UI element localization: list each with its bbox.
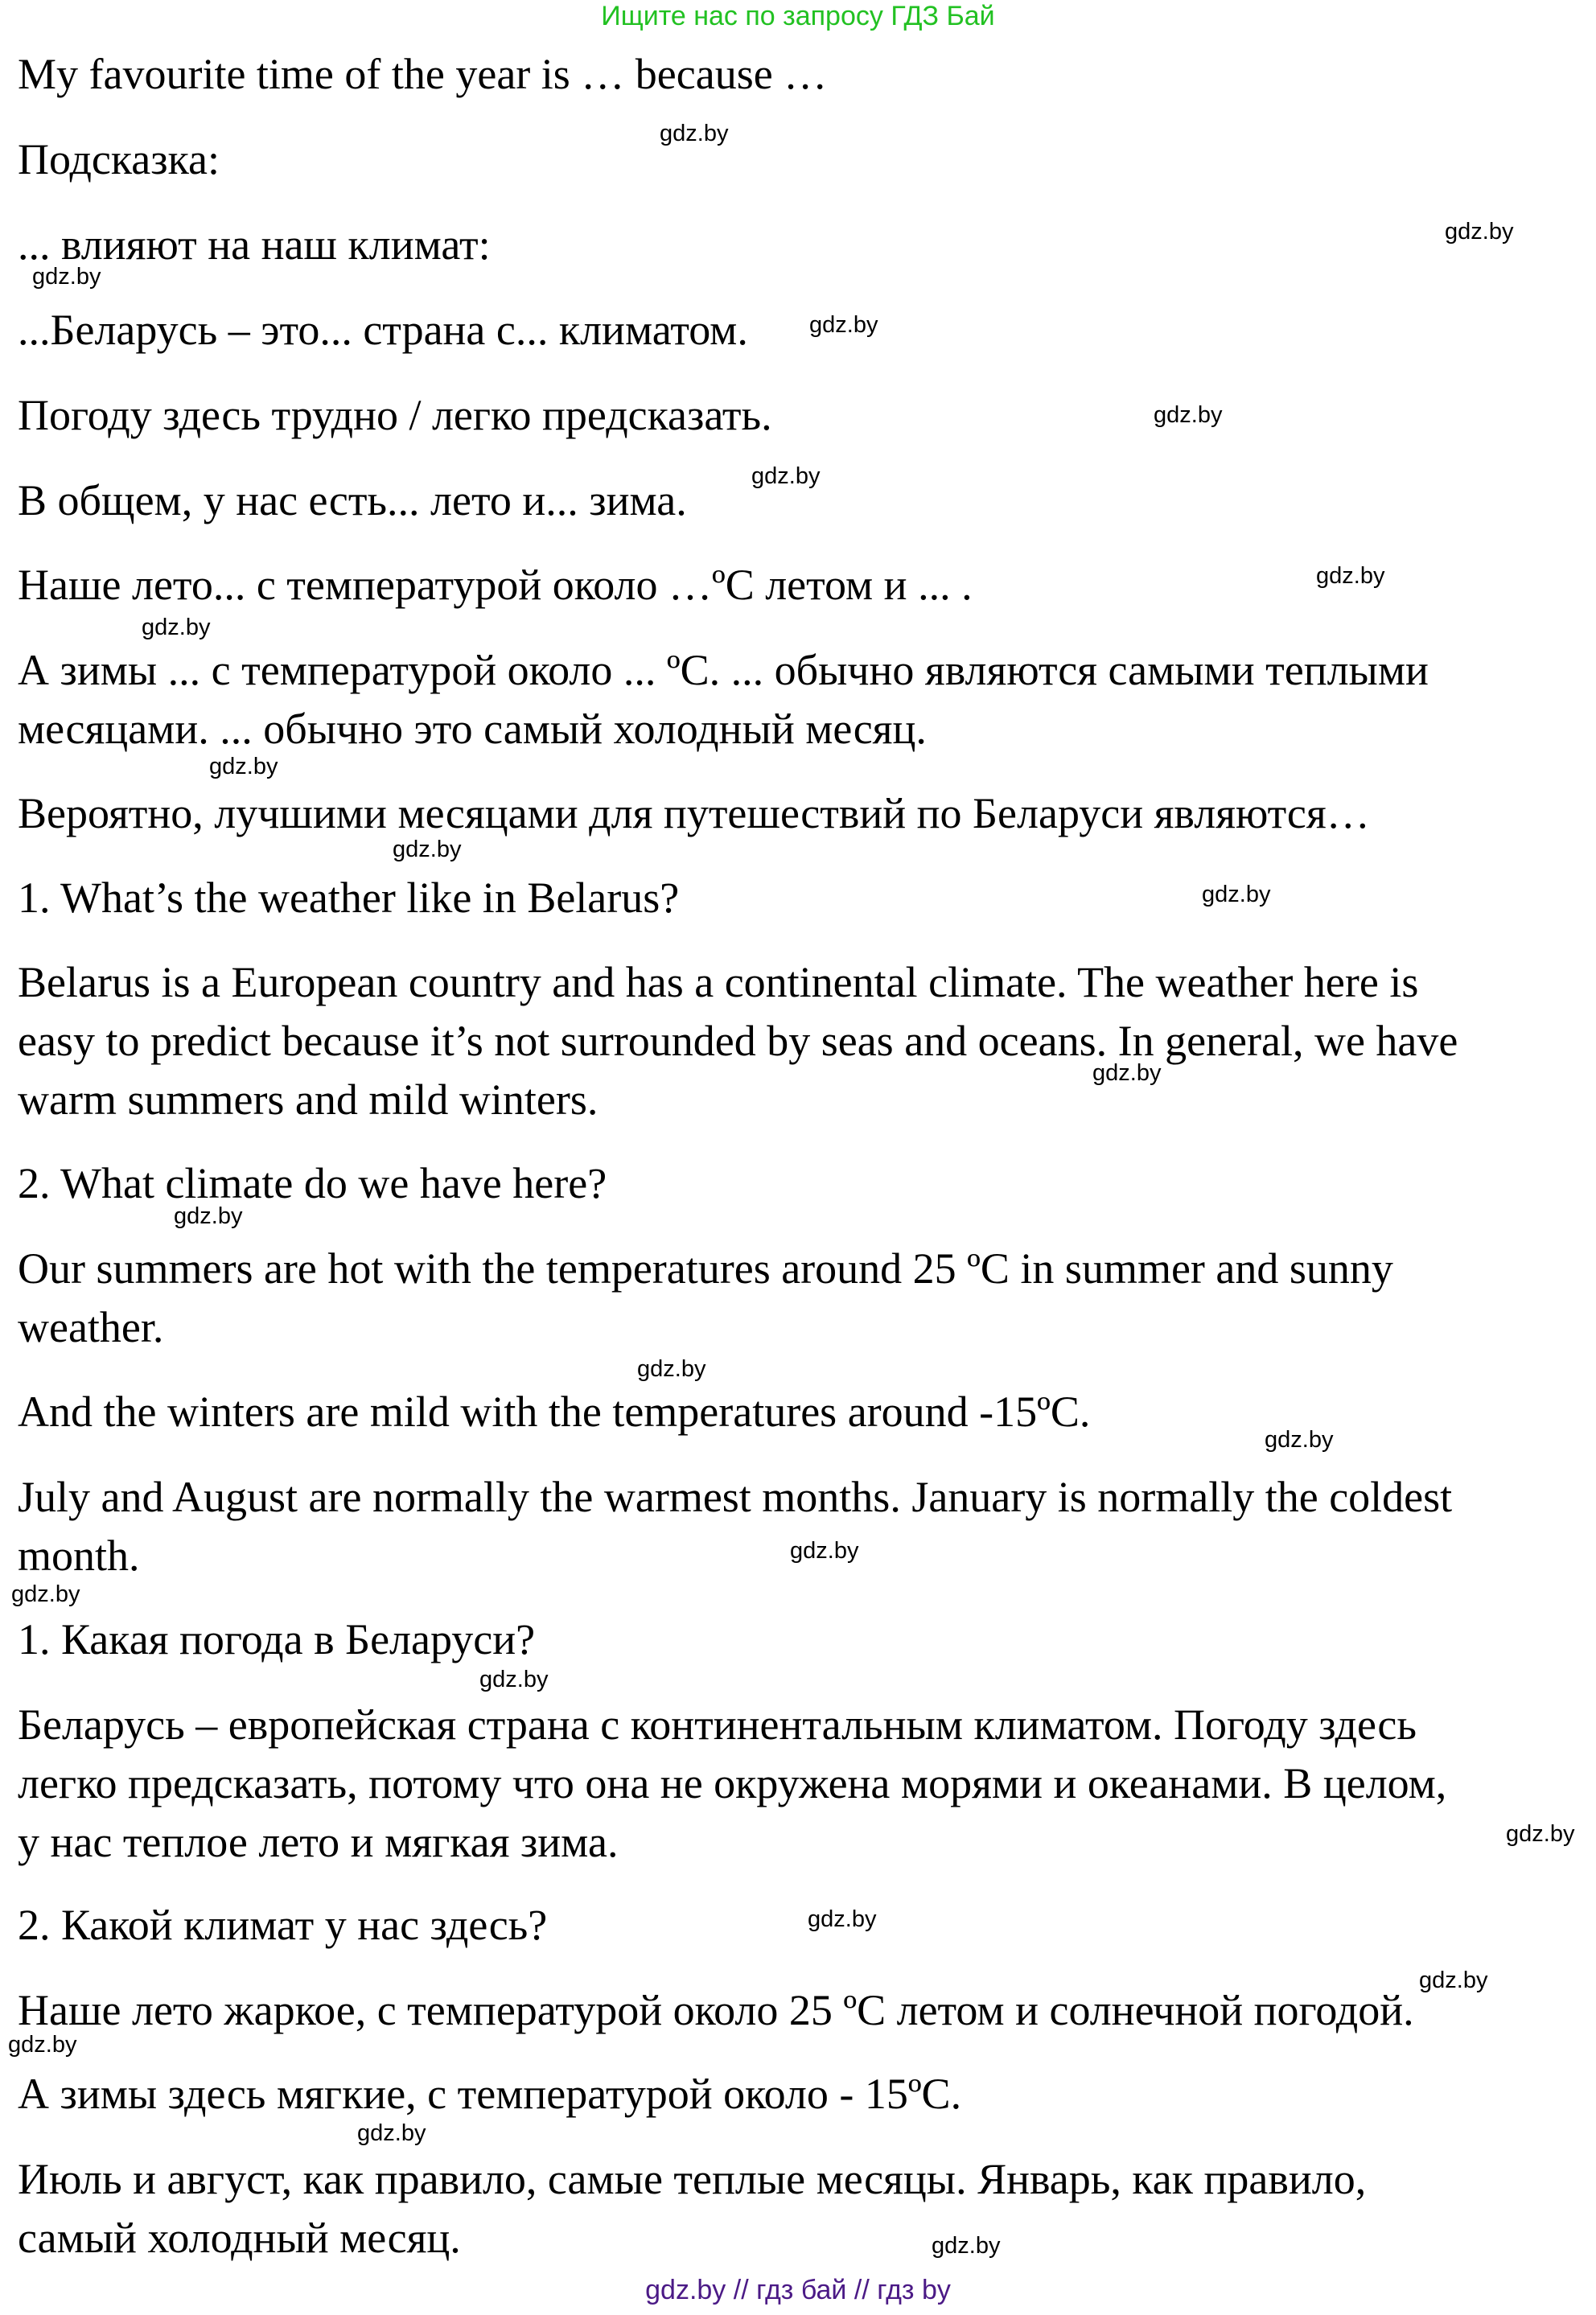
watermark: gdz.by [479, 1667, 549, 1692]
answer-line: Our summers are hot with the temperatures around 25 ºC in summer and sunny [18, 1244, 1393, 1293]
watermark: gdz.by [209, 754, 278, 779]
text-line: Вероятно, лучшими месяцами для путешествий по Беларуси являются… [18, 789, 1370, 837]
answer-line: Наше лето жаркое, с температурой около 25 ºC летом и солнечной погодой. [18, 1986, 1414, 2034]
hint-heading: Подсказка: [18, 135, 220, 183]
watermark: gdz.by [809, 312, 878, 338]
text-line: В общем, у нас есть... лето и... зима. [18, 476, 687, 524]
watermark: gdz.by [174, 1203, 243, 1229]
watermark: gdz.by [1419, 1968, 1488, 1993]
watermark: gdz.by [1202, 882, 1271, 907]
watermark: gdz.by [142, 615, 211, 640]
watermark: gdz.by [637, 1356, 706, 1382]
watermark: gdz.by [1316, 563, 1385, 589]
watermark: gdz.by [751, 463, 821, 489]
watermark: gdz.by [1265, 1427, 1334, 1453]
watermark: gdz.by [660, 121, 729, 146]
watermark: gdz.by [393, 837, 462, 862]
answer-line: А зимы здесь мягкие, с температурой около - 15ºC. [18, 2070, 962, 2118]
watermark: gdz.by [1445, 219, 1514, 245]
watermark: gdz.by [11, 1581, 80, 1607]
answer-line: warm summers and mild winters. [18, 1075, 598, 1124]
answer-line: easy to predict because it’s not surrounded by seas and oceans. In general, we have [18, 1017, 1458, 1065]
text-line: ...Беларусь – это... страна с... климатом. [18, 306, 748, 354]
answer-line: weather. [18, 1303, 164, 1351]
answer-line: July and August are normally the warmest months. January is normally the coldest [18, 1473, 1453, 1521]
answer-line: Belarus is a European country and has a continental climate. The weather here is [18, 958, 1419, 1006]
answer-line: And the winters are mild with the temperatures around -15ºC. [18, 1388, 1091, 1436]
watermark: gdz.by [357, 2120, 426, 2146]
answer-line: самый холодный месяц. [18, 2214, 461, 2262]
answer-line: Беларусь – европейская страна с континентальным климатом. Погоду здесь [18, 1700, 1417, 1749]
answer-line: легко предсказать, потому что она не окружена морями и океанами. В целом, [18, 1759, 1447, 1807]
search-banner: Ищите нас по запросу ГДЗ Бай [601, 1, 995, 31]
question-2-en: 2. What climate do we have here? [18, 1159, 607, 1207]
text-line: месяцами. ... обычно это самый холодный месяц. [18, 705, 927, 753]
question-1-ru: 1. Какая погода в Беларуси? [18, 1615, 536, 1663]
text-line: А зимы ... с температурой около ... ºC. ... обычно являются самыми теплыми [18, 646, 1429, 694]
watermark: gdz.by [32, 264, 101, 290]
watermark: gdz.by [932, 2233, 1001, 2259]
watermark: gdz.by [1506, 1821, 1575, 1847]
text-line: My favourite time of the year is … because … [18, 50, 828, 98]
footer-links: gdz.by // гдз бай // гдз by [645, 2275, 951, 2305]
answer-line: у нас теплое лето и мягкая зима. [18, 1818, 619, 1866]
question-1-en: 1. What’s the weather like in Belarus? [18, 874, 680, 922]
answer-line: Июль и август, как правило, самые теплые месяцы. Январь, как правило, [18, 2155, 1367, 2203]
watermark: gdz.by [8, 2032, 77, 2058]
text-line: ... влияют на наш климат: [18, 220, 491, 269]
watermark: gdz.by [1092, 1060, 1162, 1086]
watermark: gdz.by [1154, 402, 1223, 428]
watermark: gdz.by [808, 1906, 877, 1932]
answer-line: month. [18, 1532, 140, 1580]
text-line: Наше лето... с температурой около …ºC летом и ... . [18, 561, 973, 609]
question-2-ru: 2. Какой климат у нас здесь? [18, 1901, 548, 1949]
watermark: gdz.by [790, 1538, 859, 1564]
text-line: Погоду здесь трудно / легко предсказать. [18, 391, 772, 439]
